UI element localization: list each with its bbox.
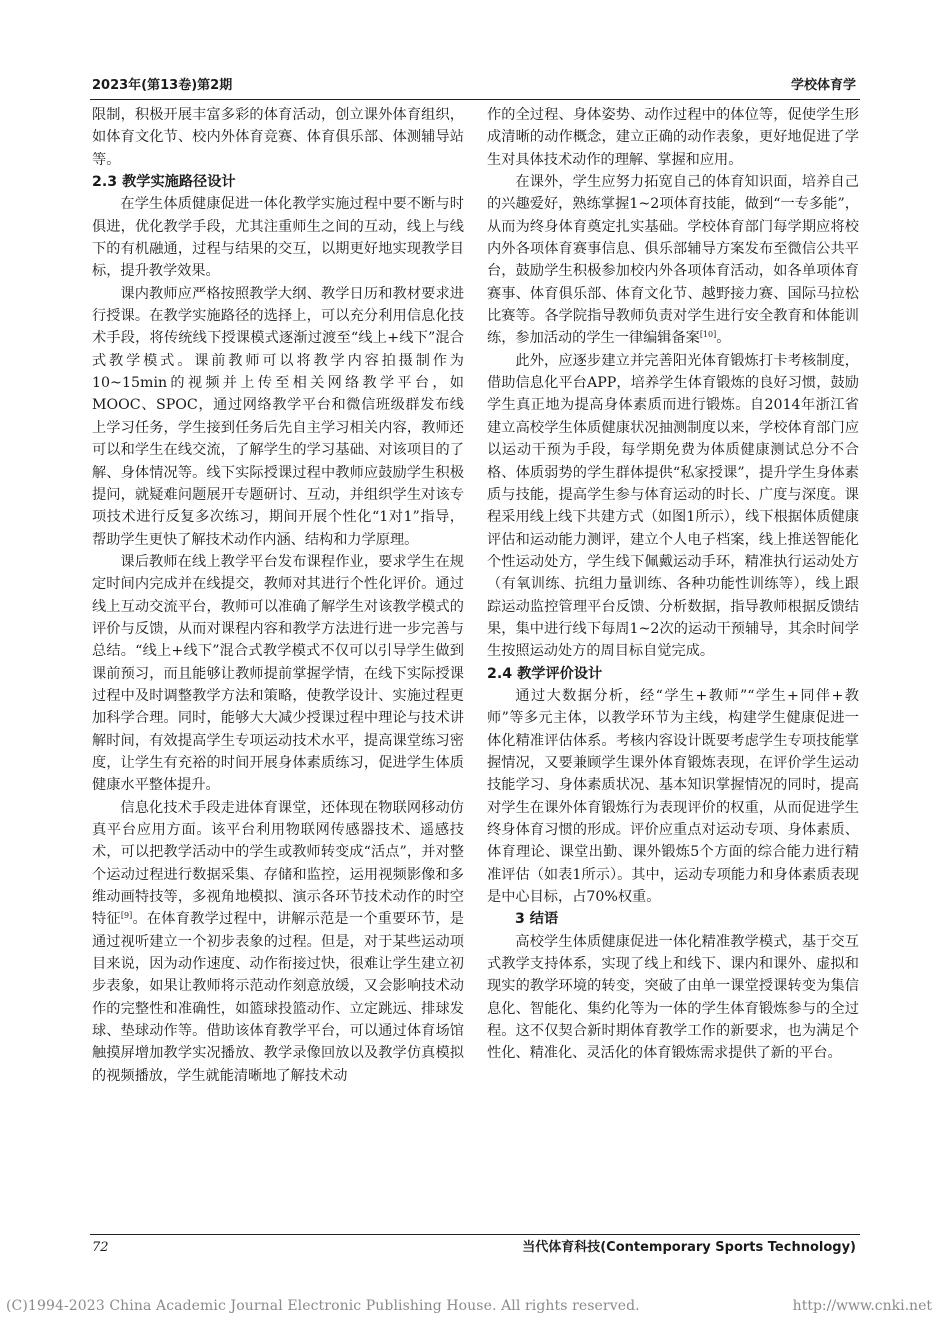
citation-ref[interactable]: [9] [120, 911, 133, 921]
section-heading: 3 结语 [515, 911, 559, 928]
body-paragraph [487, 171, 859, 350]
running-header-section: 学校体育学 [790, 78, 856, 93]
body-paragraph: 通过大数据分析，经“学生+教师”“学生+同伴+教师”等多元主体，以教学环节为主线，构建学生健康促进一体化精准评估体系。考核内容设计既要考虑学生专项技能掌握情况，又要兼顾学生课外体育锻炼表现，在评价学生运动技能学习、身体素质状况、基本知识掌握情况的同时，提高对学生在课外体育锻炼行为表现评价的权重，从而促进学生终身体育习惯的形成。评价应重点对运动专项、身体素质、体育理论、课堂出勤、课外锻炼5个方面的综合能力进行精准评估（如表1所示）。其中，运动专项能力和身体素质表现是中心目标，占70%权重。 [487, 687, 859, 906]
running-header-issue: 2023年(第13卷)第2期 [92, 78, 233, 93]
left-column [92, 104, 464, 1087]
body-paragraph [92, 797, 464, 1087]
section-heading: 2.4 教学评价设计 [487, 665, 603, 682]
body-paragraph: 课后教师在线上教学平台发布课程作业，要求学生在规定时间内完成并在线提交，教师对其进行个性化评价。通过线上互动交流平台，教师可以准确了解学生对该教学模式的评价与反馈，从而对课程内容和教学方法进行进一步完善与总结。“线上+线下”混合式教学模式不仅可以引导学生做到课前预习，而且能够让教师提前掌握学情，在线下实际授课过程中及时调整教学方法和策略，使教学设计、实施过程更加科学合理。同时，能够大大减少授课过程中理论与技术讲解时间，有效提高学生专项运动技术水平，提高课堂练习密度，让学生有充裕的时间开展身体素质练习，促进学生体质健康水平整体提升。 [92, 553, 464, 794]
paragraph-text-cont: 。 [716, 330, 731, 347]
body-paragraph: 在学生体质健康促进一体化教学实施过程中要不断与时俱进，优化教学手段，尤其注重师生之间的互动，线上与线下的有机融通，过程与结果的交互，以期更好地实现教学目标，提升教学效果。 [92, 196, 464, 280]
cnki-link[interactable]: http://www.cnki.net [792, 1298, 932, 1314]
paragraph-text: 信息化技术手段走进体育课堂，还体现在物联网移动仿真平台应用方面。该平台利用物联网传感器技术、遥感技术，可以把教学活动中的学生或教师转变成“活点”，并对整个运动过程进行数据采集、存储和监控，运用视频影像和多维动画特技等，多视角地模拟、演示各环节技术动作的时空特征 [92, 799, 464, 928]
header-rule [90, 99, 860, 100]
body-paragraph: 限制，积极开展丰富多彩的体育活动，创立课外体育组织，如体育文化节、校内外体育竞赛、体育俱乐部、体测辅导站等。 [92, 107, 464, 168]
footer-rule [90, 1234, 860, 1235]
copyright-notice: (C)1994-2023 China Academic Journal Electronic Publishing House. All rights reserved. [6, 1298, 640, 1314]
body-paragraph: 高校学生体质健康促进一体化精准教学模式，基于交互式教学支持体系，实现了线上和线下、课内和课外、虚拟和现实的教学环境的转变，突破了由单一课堂授课转变为集信息化、智能化、集约化等为一体的学生体育锻炼参与的全过程。这不仅契合新时期体育教学工作的新要求，也为满足个性化、精准化、灵活化的体育锻炼需求提供了新的平台。 [487, 933, 859, 1062]
section-heading: 2.3 教学实施路径设计 [92, 174, 236, 191]
journal-name: 当代体育科技(Contemporary Sports Technology) [522, 1240, 856, 1255]
paragraph-text: 在课外，学生应努力拓宽自己的体育知识面，培养自己的兴趣爱好，熟练掌握1~2项体育技能，做到“一专多能”，从而为终身体育奠定扎实基础。学校体育部门每学期应将校内外各项体育赛事信息、俱乐部辅导方案发布至微信公共平台，鼓励学生积极参加校内外各项体育活动，如各单项体育赛事、体育俱乐部、体育文化节、越野接力赛、国际马拉松比赛等。各学院指导教师负责对学生进行安全教育和体能训练，参加活动的学生一律编辑备案 [487, 174, 859, 347]
body-paragraph: 作的全过程、身体姿势、动作过程中的体位等，促使学生形成清晰的动作概念，建立正确的动作表象，更好地促进了学生对具体技术动作的理解、掌握和应用。 [487, 107, 859, 168]
right-column [487, 104, 859, 1065]
page-number: 72 [92, 1240, 109, 1255]
paragraph-text-cont: 。在体育教学过程中，讲解示范是一个重要环节，是通过视听建立一个初步表象的过程。但是，对于某些运动项目来说，因为动作速度、动作衔接过快，很难让学生建立初步表象，如果让教师将示范动作刻意放缓，又会影响技术动作的完整性和准确性，如篮球投篮动作、立定跳远、排球发球、垫球动作等。借助该体育教学平台，可以通过体育场馆触摸屏增加教学实况播放、教学录像回放以及教学仿真模拟的视频播放，学生就能清晰地了解技术动 [92, 911, 464, 1084]
citation-ref[interactable]: [10] [699, 330, 717, 340]
body-paragraph: 课内教师应严格按照教学大纲、教学日历和教材要求进行授课。在教学实施路径的选择上，可以充分利用信息化技术手段，将传统线下授课模式逐渐过渡至“线上+线下”混合式教学模式。课前教师可以将教学内容拍摄制作为10~15min的视频并上传至相关网络教学平台，如MOOC、SPOC，通过网络教学平台和微信班级群发布线上学习任务，学生接到任务后先自主学习相关内容，教师还可以和学生在线交流，了解学生的学习基础、对该项目的了解、身体情况等。线下实际授课过程中教师应鼓励学生积极提问，就疑难问题展开专题研讨、互动，并组织学生对该专项技术进行反复多次练习，期间开展个性化“1对1”指导，帮助学生更快了解技术动作内涵、结构和力学原理。 [92, 285, 464, 548]
body-paragraph: 此外，应逐步建立并完善阳光体育锻炼打卡考核制度，借助信息化平台APP，培养学生体育锻炼的良好习惯，鼓励学生真正地为提高身体素质而进行锻炼。自2014年浙江省建立高校学生体质健康状况抽测制度以来，学校体育部门应以运动干预为手段，每学期免费为体质健康测试总分不合格、体质弱势的学生群体提供“私家授课”，提升学生身体素质与技能，提高学生参与体育运动的时长、广度与深度。课程采用线上线下共建方式（如图1所示），线下根据体质健康评估和运动能力测评，建立个人电子档案，线上推送智能化个性运动处方，学生线下佩戴运动手环，精准执行运动处方（有氧训练、抗组力量训练、各种功能性训练等），线上跟踪运动监控管理平台反馈、分析数据，指导教师根据反馈结果，集中进行线下每周1~2次的运动干预辅导，其余时间学生按照运动处方的周目标自觉完成。 [487, 352, 859, 660]
